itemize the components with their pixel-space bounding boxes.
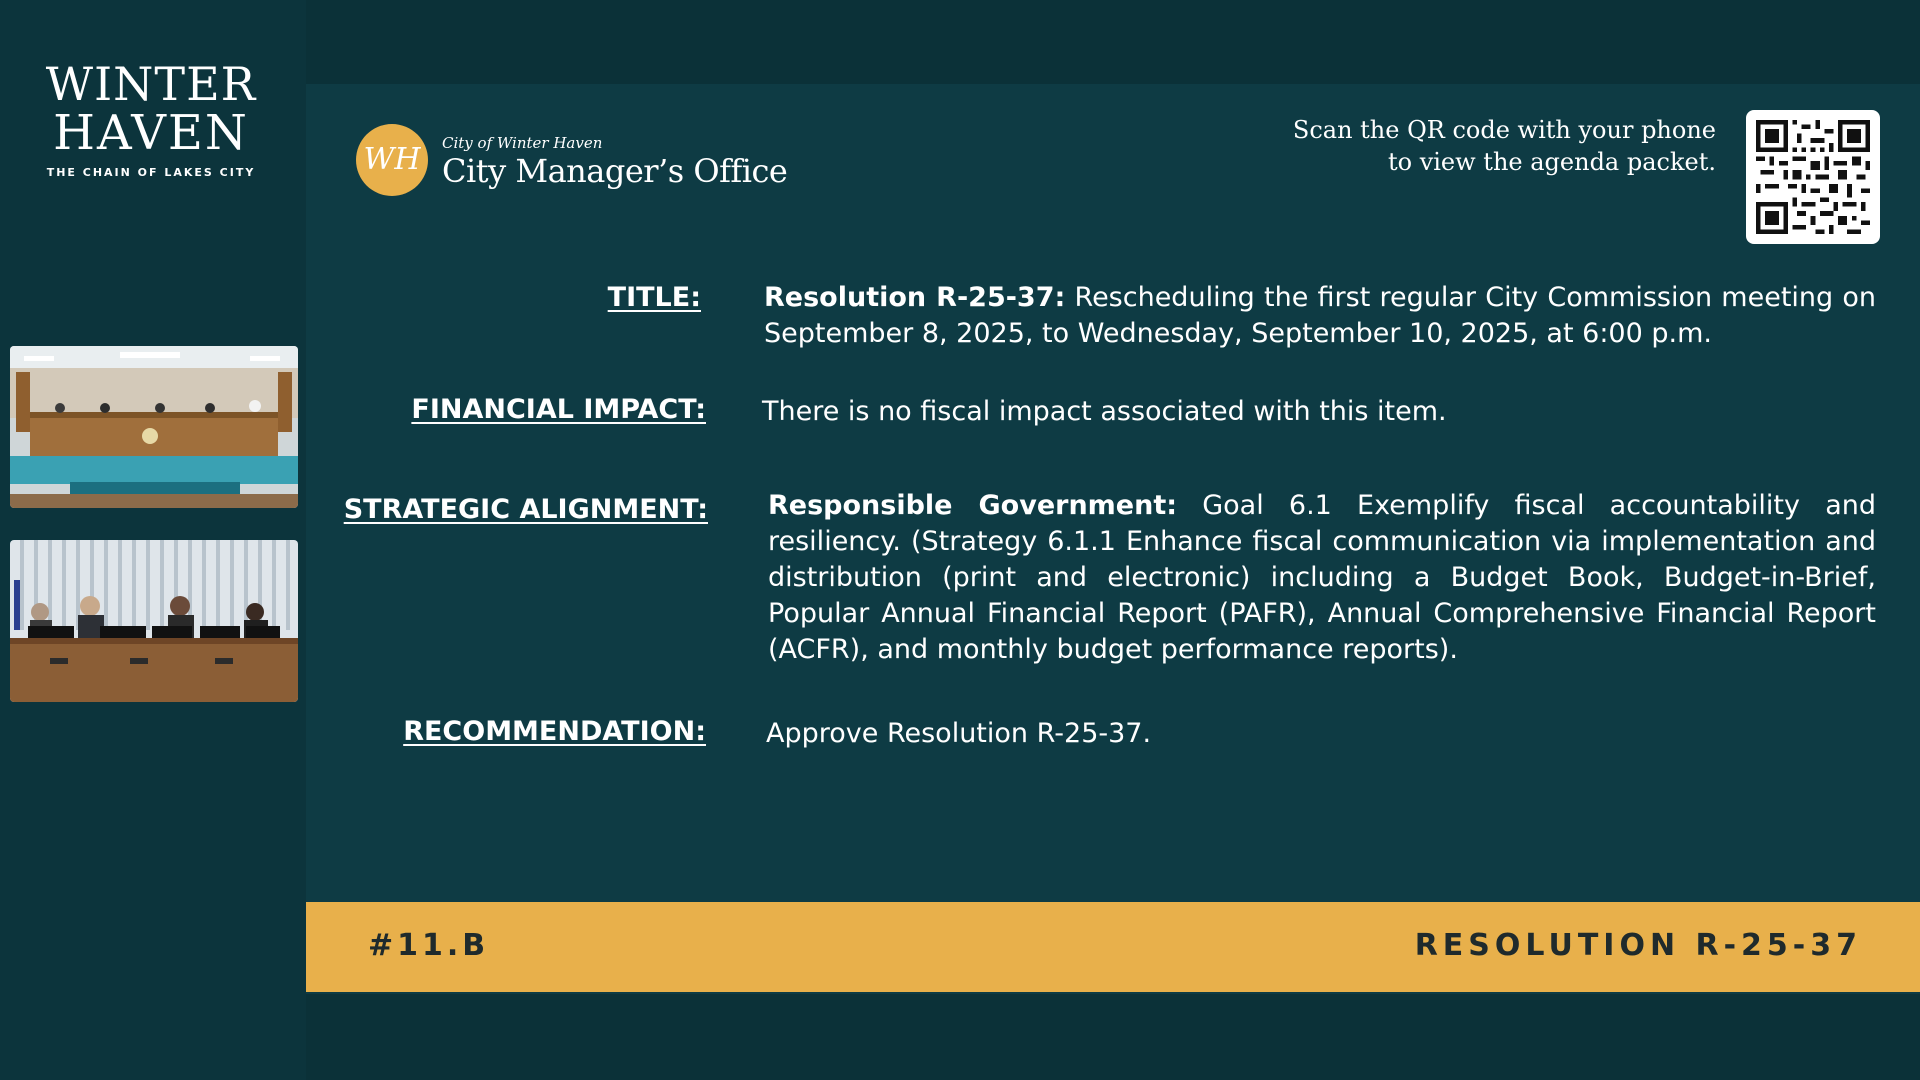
strategic-goal-heading: Responsible Government: bbox=[768, 490, 1178, 521]
city-seal: WH bbox=[356, 124, 428, 196]
title-description: Rescheduling the first regular City Commission meeting on September 8, 2025, to Wednesday, September 10, 2025, at 6:00 p.m. bbox=[764, 282, 1877, 349]
dais-camera-image bbox=[10, 346, 298, 508]
winter-haven-logo bbox=[40, 57, 262, 179]
sidebar bbox=[0, 0, 306, 1080]
agenda-item-band bbox=[306, 902, 1920, 992]
strategic-goal-text: Goal 6.1 Exemplify fiscal accountability and resiliency. (Strategy 6.1.1 Enhance fiscal communication via implementation and distribution (print and electronic) including a Budget Book, Budget-in-Brief, Popular Annual Financial Report (PAFR), Annual Comprehensive Financial Report (ACFR), and monthly budget performance reports). bbox=[768, 490, 1876, 665]
financial-impact-label: FINANCIAL IMPACT: bbox=[411, 394, 706, 425]
title-resolution-number: Resolution R-25-37: bbox=[764, 282, 1066, 313]
recommendation-value: Approve Resolution R-25-37. bbox=[766, 718, 1152, 749]
logo-line-1: WINTER bbox=[45, 57, 257, 111]
strategic-alignment-label: STRATEGIC ALIGNMENT: bbox=[343, 494, 708, 525]
qr-code[interactable] bbox=[1746, 110, 1880, 244]
video-feed-staff[interactable] bbox=[10, 540, 298, 702]
qr-instructions bbox=[1196, 114, 1716, 178]
qr-code-icon bbox=[1756, 120, 1870, 234]
qr-instruction-line-2: to view the agenda packet. bbox=[1387, 148, 1716, 176]
qr-instruction-line-1: Scan the QR code with your phone bbox=[1292, 116, 1716, 144]
recommendation-label: RECOMMENDATION: bbox=[403, 716, 706, 747]
dept-title: City Manager’s Office bbox=[442, 152, 788, 190]
title-value bbox=[764, 280, 1876, 352]
agenda-panel bbox=[306, 84, 1920, 994]
logo-line-2: HAVEN bbox=[53, 105, 249, 161]
staff-camera-image bbox=[10, 540, 298, 702]
strategic-alignment-value bbox=[768, 488, 1876, 668]
financial-impact-value: There is no fiscal impact associated with this item. bbox=[762, 396, 1447, 427]
video-feed-dais[interactable] bbox=[10, 346, 298, 508]
resolution-number: RESOLUTION R-25-37 bbox=[1414, 928, 1862, 963]
title-label: TITLE: bbox=[607, 282, 701, 313]
agenda-item-number: #11.B bbox=[368, 928, 490, 963]
logo-tagline: THE CHAIN OF LAKES CITY bbox=[46, 166, 256, 179]
dept-subtitle: City of Winter Haven bbox=[442, 134, 603, 152]
